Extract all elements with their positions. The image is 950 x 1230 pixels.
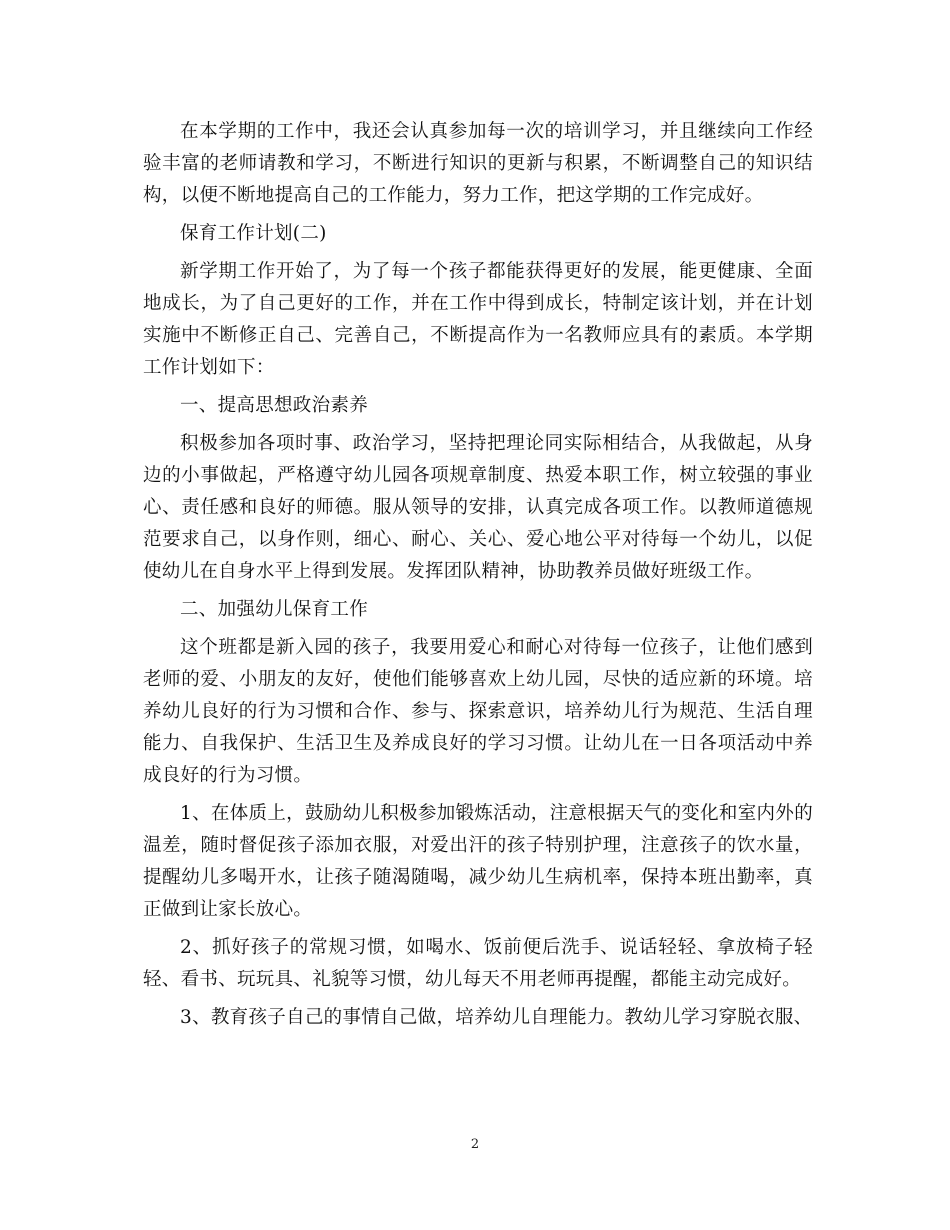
section-title-care-plan-2: 保育工作计划(二)	[180, 223, 327, 244]
document-body	[143, 116, 813, 1040]
paragraph-item-1-physique: 1、在体质上，鼓励幼儿积极参加锻炼活动，注意根据天气的变化和室内外的温差，随时督促孩子添加衣服，对爱出汗的孩子特别护理，注意孩子的饮水量，提醒幼儿多喝开水，让孩子随渴随喝，减少幼儿生病机率，保持本班出勤率，真正做到让家长放心。	[143, 803, 813, 920]
heading-political-literacy: 一、提高思想政治素养	[180, 395, 369, 416]
heading-child-care-work: 二、加强幼儿保育工作	[180, 599, 369, 620]
page-number: 2	[470, 1137, 480, 1152]
paragraph-item-2-habits: 2、抓好孩子的常规习惯，如喝水、饭前便后洗手、说话轻轻、拿放椅子轻轻、看书、玩玩具、礼貌等习惯，幼儿每天不用老师再提醒，都能主动完成好。	[143, 937, 813, 990]
paragraph-political-study: 积极参加各项时事、政治学习，坚持把理论同实际相结合，从我做起，从身边的小事做起，严格遵守幼儿园各项规章制度、热爱本职工作，树立较强的事业心、责任感和良好的师德。服从领导的安排，认真完成各项工作。以教师道德规范要求自己，以身作则，细心、耐心、关心、爱心地公平对待每一个幼儿，以促使幼儿在自身水平上得到发展。发挥团队精神，协助教养员做好班级工作。	[143, 433, 813, 582]
paragraph-item-3-self-care: 3、教育孩子自己的事情自己做，培养幼儿自理能力。教幼儿学习穿脱衣服、	[180, 1007, 813, 1028]
paragraph-new-semester: 新学期工作开始了，为了每一个孩子都能获得更好的发展，能更健康、全面地成长，为了自己更好的工作，并在工作中得到成长，特制定该计划，并在计划实施中不断修正自己、完善自己，不断提高作为一名教师应具有的素质。本学期工作计划如下：	[143, 261, 813, 378]
paragraph-new-children: 这个班都是新入园的孩子，我要用爱心和耐心对待每一位孩子，让他们感到老师的爱、小朋友的友好，使他们能够喜欢上幼儿园，尽快的适应新的环境。培养幼儿良好的行为习惯和合作、参与、探索意识，培养幼儿行为规范、生活自理能力、自我保护、生活卫生及养成良好的学习习惯。让幼儿在一日各项活动中养成良好的行为习惯。	[143, 637, 813, 786]
paragraph-study-plan: 在本学期的工作中，我还会认真参加每一次的培训学习，并且继续向工作经验丰富的老师请教和学习，不断进行知识的更新与积累，不断调整自己的知识结构，以便不断地提高自己的工作能力，努力工作，把这学期的工作完成好。	[143, 121, 813, 206]
